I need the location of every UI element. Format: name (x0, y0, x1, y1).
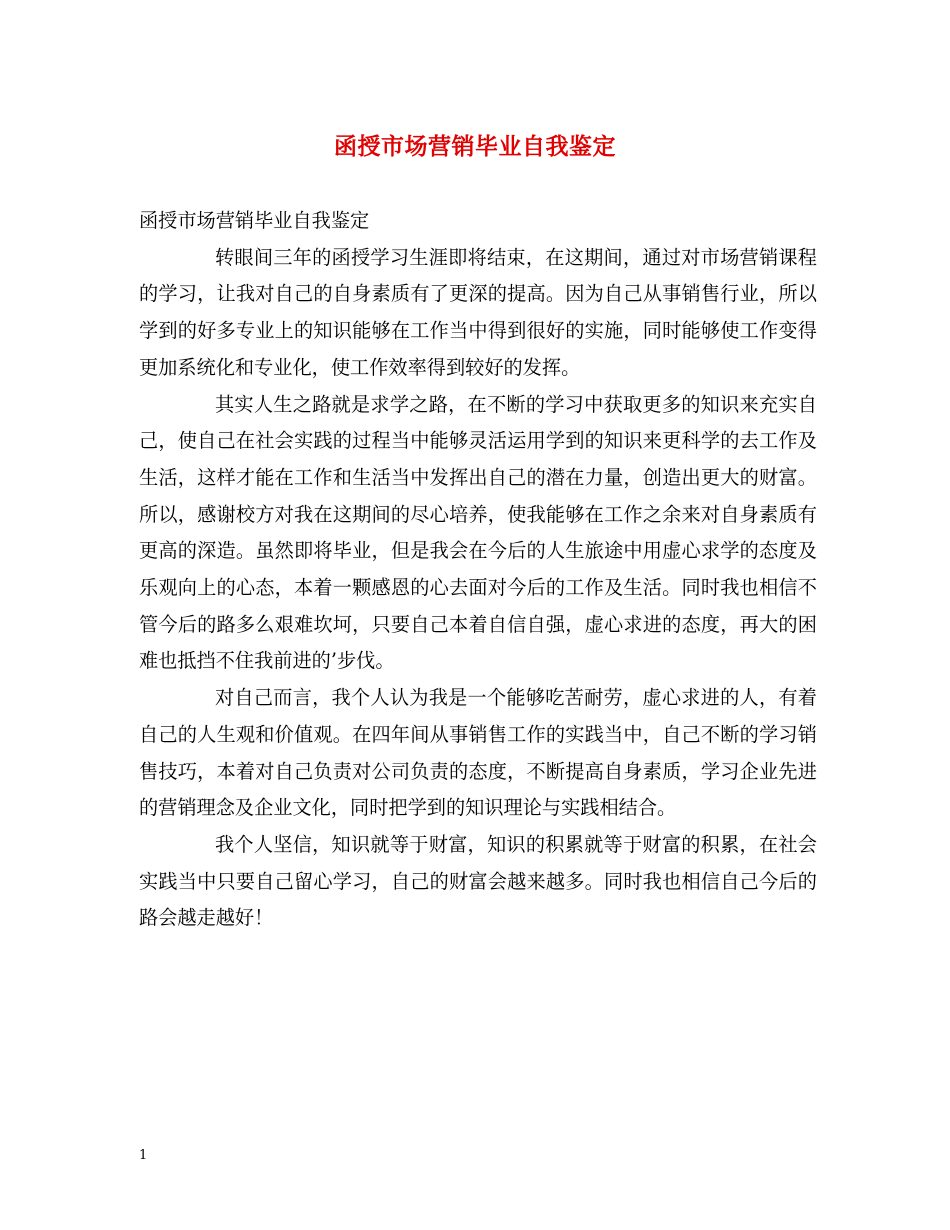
document-subtitle: 函授市场营销毕业自我鉴定 (139, 209, 370, 232)
document-title: 函授市场营销毕业自我鉴定 (334, 133, 616, 160)
paragraph-1: 转眼间三年的函授学习生涯即将结束，在这期间，通过对市场营销课程的学习，让我对自己的自身素质有了更深的提高。因为自己从事销售行业，所以学到的好多专业上的知识能够在工作当中得到很好的实施，同时能够使工作变得更加系统化和专业化，使工作效率得到较好的发挥。 (139, 245, 817, 379)
page-number: 1 (139, 1148, 148, 1163)
paragraph-4: 我个人坚信，知识就等于财富，知识的积累就等于财富的积累，在社会实践当中只要自己留心学习，自己的财富会越来越多。同时我也相信自己今后的路会越走越好！ (139, 832, 817, 930)
document-body (139, 203, 817, 937)
paragraph-2: 其实人生之路就是求学之路，在不断的学习中获取更多的知识来充实自己，使自己在社会实践的过程当中能够灵活运用学到的知识来更科学的去工作及生活，这样才能在工作和生活当中发挥出自己的潜在力量，创造出更大的财富。所以，感谢校方对我在这期间的尽心培养，使我能够在工作之余来对自身素质有更高的深造。虽然即将毕业，但是我会在今后的人生旅途中用虚心求学的态度及乐观向上的心态，本着一颗感恩的心去面对今后的工作及生活。同时我也相信不管今后的路多么艰难坎坷，只要自己本着自信自强，虚心求进的态度，再大的困难也抵挡不住我前进的’步伐。 (139, 392, 817, 673)
paragraph-3: 对自己而言，我个人认为我是一个能够吃苦耐劳，虚心求进的人，有着自己的人生观和价值观。在四年间从事销售工作的实践当中，自己不断的学习销售技巧，本着对自己负责对公司负责的态度，不断提高自身素质，学习企业先进的营销理念及企业文化，同时把学到的知识理论与实践相结合。 (139, 686, 817, 820)
